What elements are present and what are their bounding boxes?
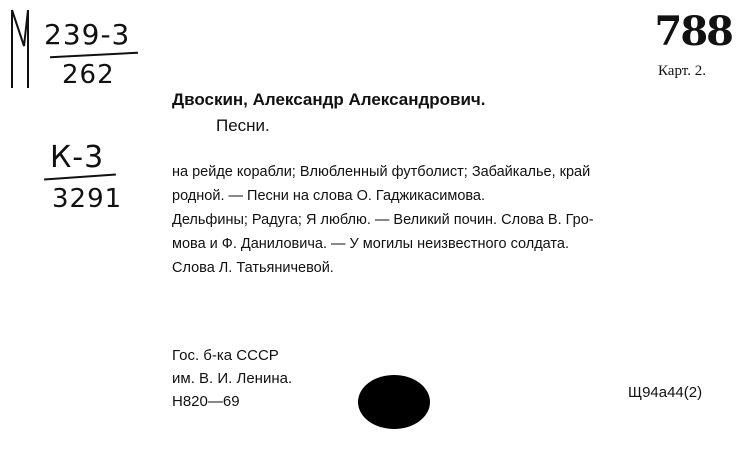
card-punch-hole	[358, 375, 430, 429]
accession-bottom: 3291	[52, 184, 123, 214]
contents-note	[172, 160, 728, 280]
card-number: Карт. 2.	[658, 63, 706, 79]
shelfmark-bottom: 262	[62, 60, 115, 90]
library-stamp	[172, 344, 292, 413]
contents-line: Дельфины; Радуга; Я люблю. — Великий почин. Слова В. Гро-	[172, 212, 594, 228]
library-line: Н820—69	[172, 393, 240, 410]
shelfmark-top: 239-3	[44, 18, 131, 51]
contents-line: Слова Л. Татьяничевой.	[172, 260, 334, 276]
contents-line: родной. — Песни на слова О. Гаджикасимова.	[172, 188, 486, 204]
library-line: Гос. б-ка СССР	[172, 347, 279, 364]
shelf-bracket-mark	[6, 6, 32, 92]
library-line: им. В. И. Ленина.	[172, 370, 293, 387]
title: Песни.	[216, 116, 270, 135]
contents-line: мова и Ф. Даниловича. — У могилы неизвестного солдата.	[172, 236, 569, 252]
accession-top: К-3	[50, 140, 105, 175]
handwritten-number: 788	[654, 8, 732, 55]
shelfmark-divider	[50, 52, 138, 59]
contents-line: на рейде корабли; Влюбленный футболист; Забайкалье, край	[172, 164, 591, 180]
author-heading: Двоскин, Александр Александрович.	[172, 90, 486, 109]
catalog-code: Щ94а44(2)	[628, 384, 703, 401]
